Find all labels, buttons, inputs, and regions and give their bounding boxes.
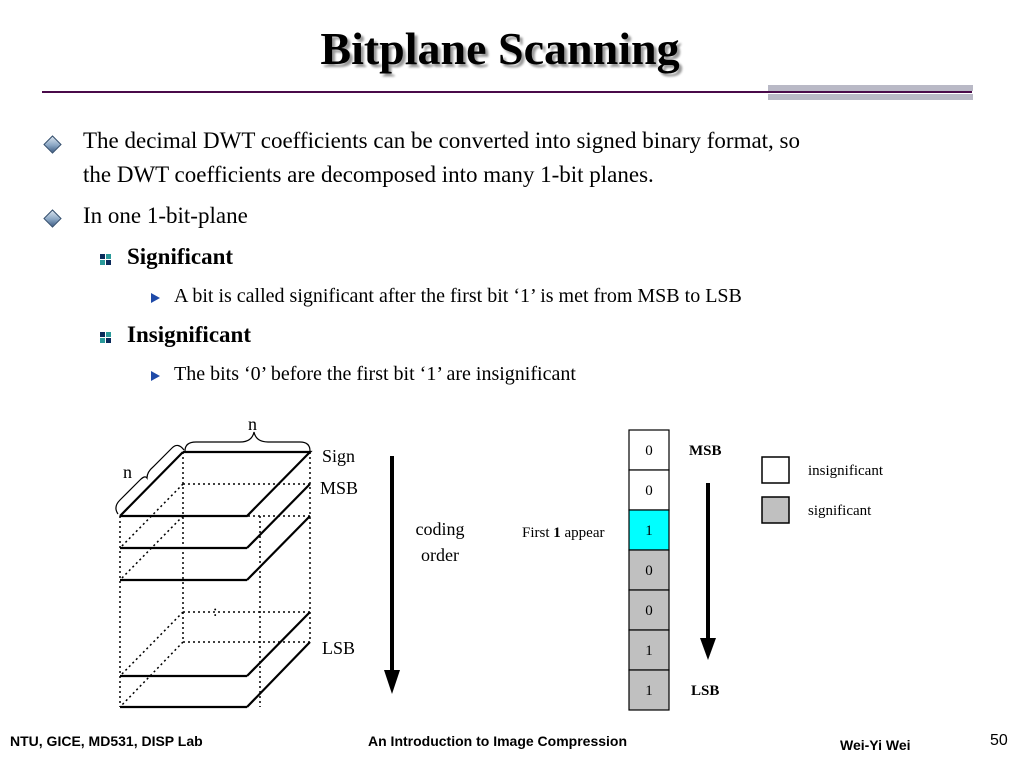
subheading-significant: Significant [127,244,234,269]
bullet-text: In one 1-bit-plane [83,203,248,228]
insignificant-description: The bits ‘0’ before the first bit ‘1’ are insignificant [174,363,576,385]
bit-value: 0 [645,563,653,579]
bit-value: 0 [645,603,653,619]
bit-value: 0 [645,443,653,459]
bit-column [629,430,669,710]
subheading-insignificant: Insignificant [127,322,251,347]
footer-left: NTU, GICE, MD531, DISP Lab [10,733,203,749]
footer-author: Wei-Yi Wei [840,737,911,753]
bit-value: 1 [645,523,653,539]
cube-msb-label: MSB [320,478,359,498]
cube-sign-label: Sign [322,446,356,466]
bit-column-msb-label: MSB [689,443,722,459]
cube-ellipsis: : [213,603,218,620]
page-number: 50 [990,732,1008,749]
brace-top [185,432,310,451]
legend-swatch-insignificant [762,457,789,483]
coding-order-label-1: coding [415,519,465,539]
bullet-line: The decimal DWT coefficients can be converted into signed binary format, so [83,128,801,153]
slide-title: Bitplane Scanning [320,23,680,74]
legend-label-insignificant: insignificant [808,463,883,479]
legend-label-significant: significant [808,503,872,519]
significant-description: A bit is called significant after the first bit ‘1’ is met from MSB to LSB [174,285,742,307]
bit-value: 1 [645,683,653,699]
bit-value: 0 [645,483,653,499]
legend-swatch-significant [762,497,789,523]
bit-value: 1 [645,643,653,659]
coding-order-arrow-head [384,670,400,694]
cube-n-top: n [248,414,257,434]
scan-arrow-head [700,638,716,660]
cube-bitplanes [120,452,310,707]
cube-n-side: n [123,462,132,482]
coding-order-label-2: order [421,545,459,565]
footer-center: An Introduction to Image Compression [368,733,628,749]
bullet-line: the DWT coefficients are decomposed into many 1-bit planes. [83,162,654,187]
bit-column-lsb-label: LSB [691,683,720,699]
cube-lsb-label: LSB [322,638,356,658]
first-one-annotation: First 1 appear [522,525,605,541]
